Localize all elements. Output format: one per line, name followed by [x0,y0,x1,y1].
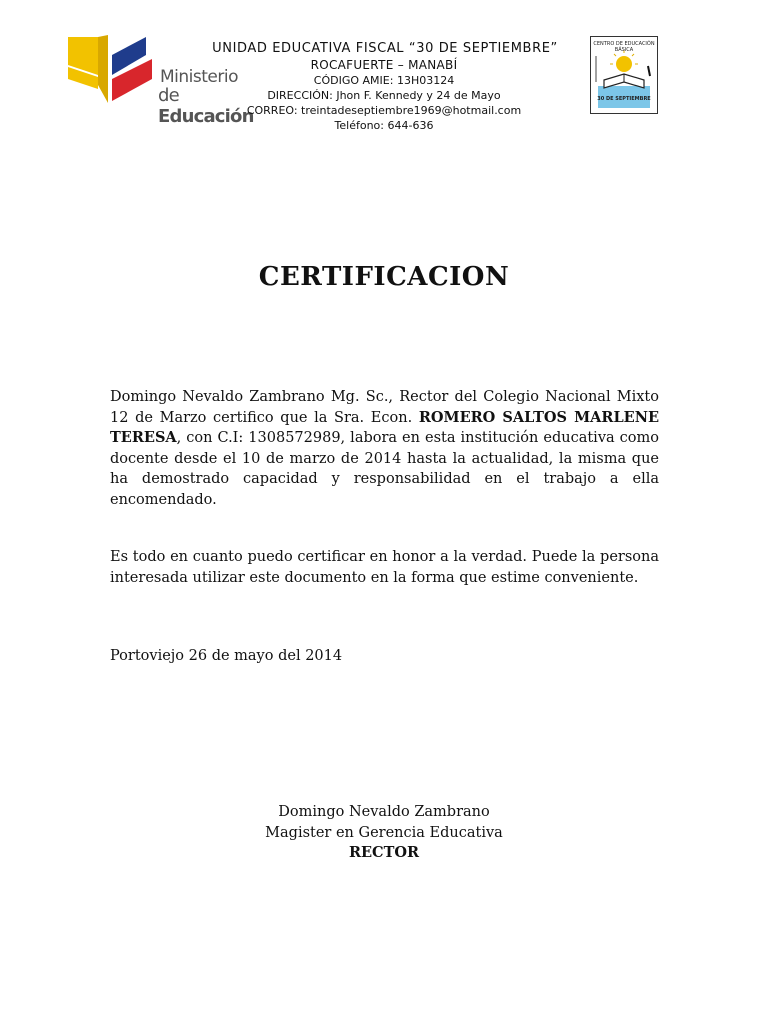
letterhead [0,41,768,133]
teacher-name: ROMERO SALTOS MARLENE TERESA [110,408,659,446]
document-date: Portoviejo 26 de mayo del 2014 [110,648,343,664]
certification-paragraph: Domingo Nevaldo Zambrano Mg. Sc., Rector del Colegio Nacional Mixto 12 de Marzo certifico que la Sra. Econ. ROMERO SALTOS MARLENE TERESA, con C.I: 1308572989, labora en esta institución educativa como docente desde el 10 de marzo de 2014 hasta la actualidad, la misma que ha demostrado capacidad y responsabilidad en el trabajo a ella encomendado. [110,389,659,508]
amie-code: CÓDIGO AMIE: 13H03124 [313,74,455,87]
school-name: UNIDAD EDUCATIVA FISCAL “30 DE SEPTIEMBRE” [212,41,558,56]
school-email: CORREO: treintadeseptiembre1969@hotmail.com [246,104,522,117]
signer-name: Domingo Nevaldo Zambrano [278,804,490,820]
crest-top-text: CENTRO DE EDUCACIÓN BÁSICA [593,41,655,53]
school-city: ROCAFUERTE – MANABÍ [310,58,458,72]
closing-paragraph: Es todo en cuanto puedo certificar en honor a la verdad. Puede la persona interesada utilizar este documento en la forma que estime conveniente. [110,549,659,586]
signer-degree: Magister en Gerencia Educativa [265,824,503,841]
document-title: CERTIFICACION [258,262,510,292]
ministry-word1: Ministerio [160,67,238,87]
school-address: DIRECCIÓN: Jhon F. Kennedy y 24 de Mayo [267,89,501,102]
signature-block [0,802,768,864]
ministry-word2: de Educación [158,85,254,127]
signer-role: RECTOR [348,844,420,861]
school-phone: Teléfono: 644-636 [334,119,434,132]
crest-bottom-text: 30 DE SEPTIEMBRE [597,96,651,102]
